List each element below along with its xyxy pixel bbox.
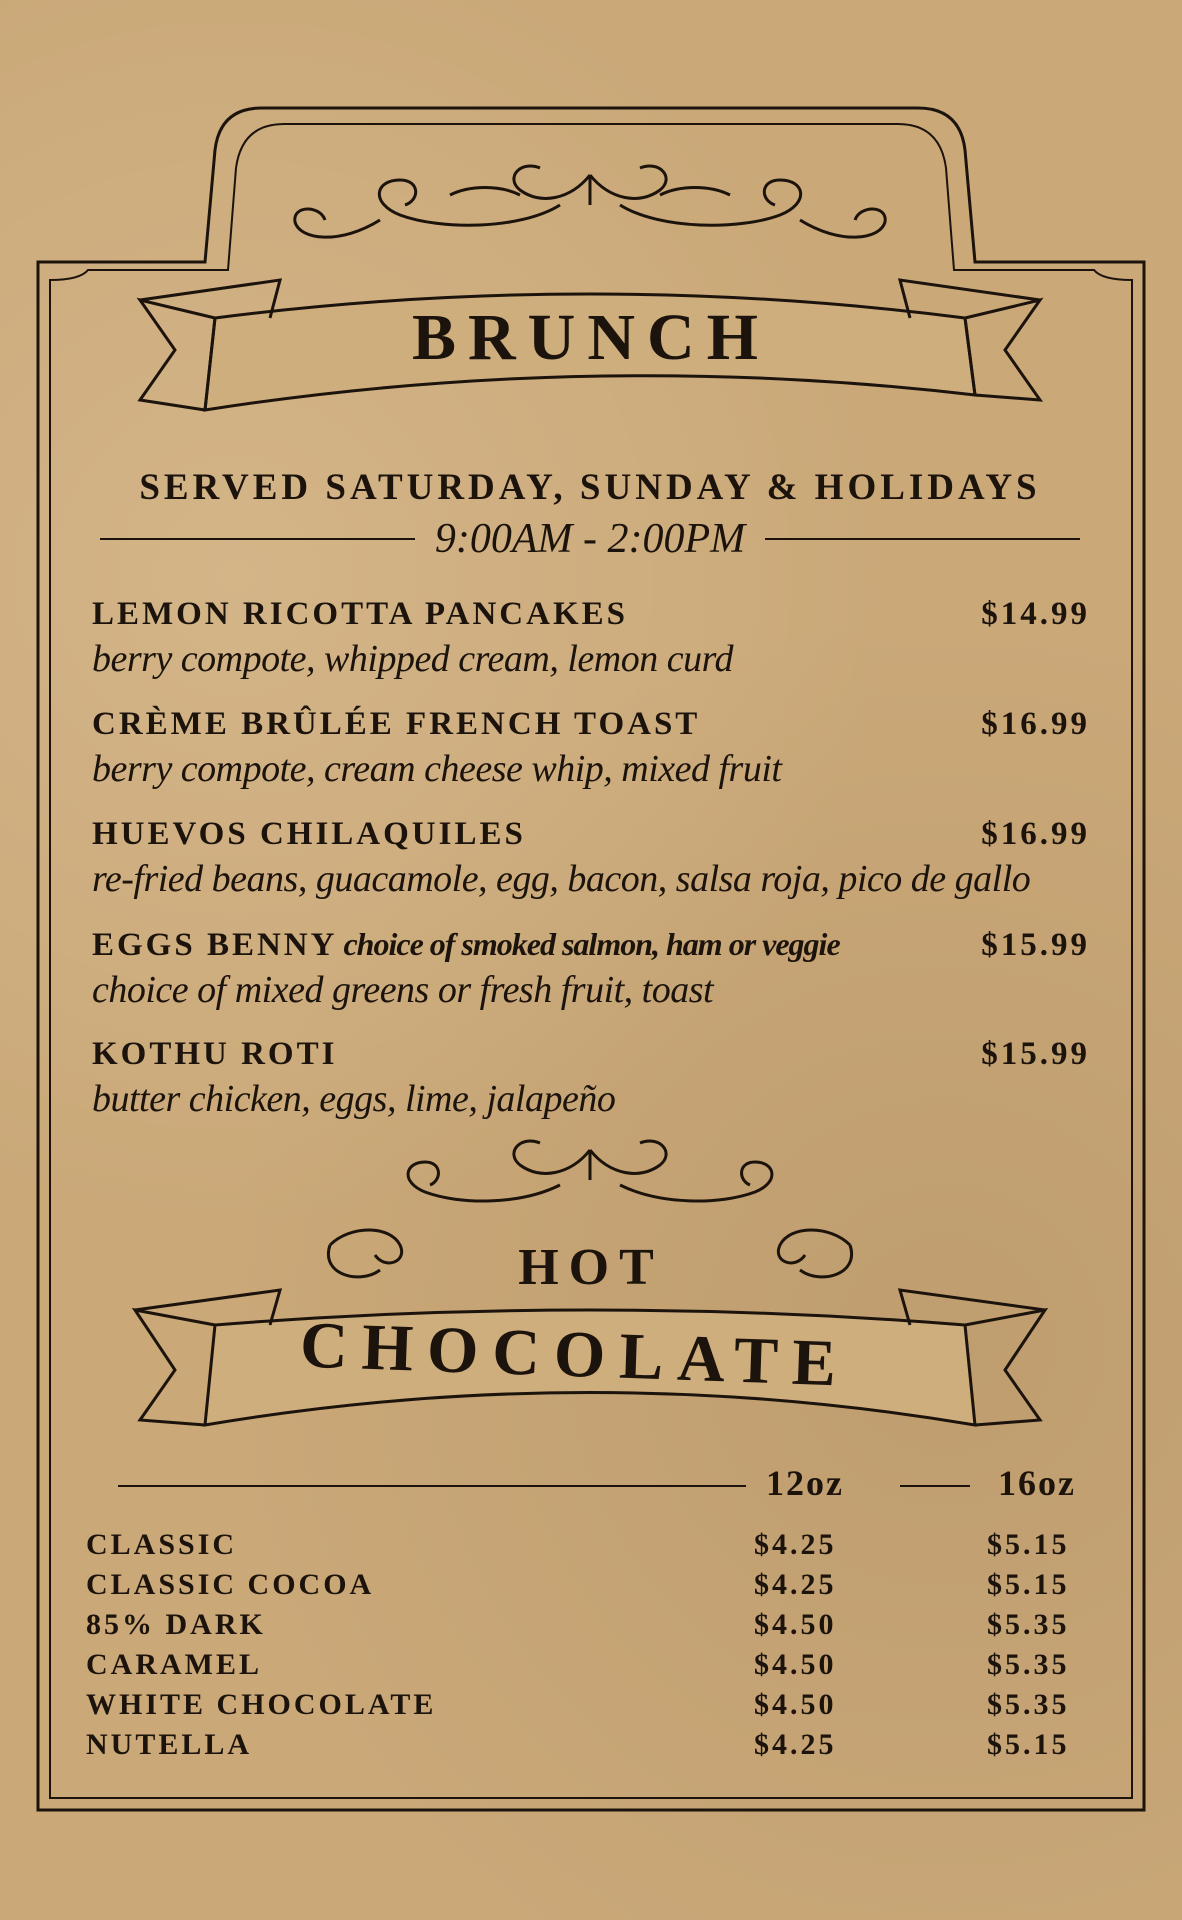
brunch-item-price: $14.99 [981, 596, 1090, 632]
brunch-item [92, 1036, 1090, 1121]
size-header-row [118, 1463, 1098, 1512]
hours-left-rule [100, 538, 415, 540]
brunch-item [92, 816, 1090, 901]
brunch-hours: 9:00AM - 2:00PM [434, 516, 746, 562]
hot-chocolate-title-top: HOT [518, 1239, 664, 1296]
brunch-item-description: berry compote, cream cheese whip, mixed fruit [92, 748, 782, 790]
brunch-flourish-ornament [295, 166, 885, 237]
hot-chocolate-price-12oz: $4.25 [754, 1728, 837, 1761]
brunch-item [92, 926, 1090, 1012]
brunch-item [92, 596, 1090, 681]
served-days-text: SERVED SATURDAY, SUNDAY & HOLIDAYS [139, 467, 1041, 508]
hot-chocolate-row [86, 1528, 1096, 1568]
hot-chocolate-row [86, 1688, 1096, 1728]
brunch-item-name: HUEVOS CHILAQUILES [92, 816, 526, 852]
hours-row [100, 514, 1080, 564]
brunch-item-note: choice of smoked salmon, ham or veggie [343, 926, 840, 962]
hot-chocolate-price-16oz: $5.15 [987, 1728, 1070, 1761]
hours-right-rule [765, 538, 1080, 540]
hot-chocolate-price-16oz: $5.15 [987, 1528, 1070, 1561]
hot-chocolate-title-bottom: CHOCOLATE [298, 1308, 852, 1401]
hot-chocolate-row [86, 1648, 1096, 1688]
hot-chocolate-price-12oz: $4.50 [754, 1688, 837, 1721]
brunch-item [92, 706, 1090, 791]
hot-chocolate-price-12oz: $4.25 [754, 1568, 837, 1601]
hot-chocolate-price-16oz: $5.15 [987, 1568, 1070, 1601]
brunch-item-name: EGGS BENNY [92, 927, 338, 963]
brunch-item-price: $16.99 [981, 706, 1090, 742]
brunch-item-description: berry compote, whipped cream, lemon curd [92, 638, 733, 680]
hot-chocolate-price-16oz: $5.35 [987, 1608, 1070, 1641]
hot-chocolate-name: CLASSIC [86, 1528, 238, 1561]
brunch-item-price: $15.99 [981, 927, 1090, 963]
hot-chocolate-price-12oz: $4.25 [754, 1528, 837, 1561]
hot-chocolate-row [86, 1568, 1096, 1608]
size-large-label: 16oz [998, 1463, 1076, 1503]
brunch-item-price: $16.99 [981, 816, 1090, 852]
brunch-title: BRUNCH [411, 301, 770, 374]
size-header-mid-rule [900, 1485, 970, 1487]
brunch-item-price: $15.99 [981, 1036, 1090, 1072]
brunch-item-description: choice of mixed greens or fresh fruit, toast [92, 969, 714, 1011]
brunch-item-name: LEMON RICOTTA PANCAKES [92, 596, 628, 632]
hot-chocolate-name: NUTELLA [86, 1728, 253, 1761]
size-header-left-rule [118, 1485, 746, 1487]
brunch-item-name: KOTHU ROTI [92, 1036, 338, 1072]
size-small-label: 12oz [766, 1463, 844, 1503]
hot-chocolate-price-16oz: $5.35 [987, 1648, 1070, 1681]
brunch-item-name: CRÈME BRÛLÉE FRENCH TOAST [92, 706, 701, 742]
brunch-item-description: re-fried beans, guacamole, egg, bacon, salsa roja, pico de gallo [92, 858, 1031, 900]
hot-chocolate-row [86, 1608, 1096, 1648]
hot-chocolate-name: CARAMEL [86, 1648, 262, 1681]
hot-chocolate-price-12oz: $4.50 [754, 1648, 837, 1681]
hot-chocolate-name: CLASSIC COCOA [86, 1568, 375, 1601]
hot-chocolate-name: 85% DARK [86, 1608, 266, 1641]
hot-chocolate-row [86, 1728, 1096, 1768]
hot-chocolate-name: WHITE CHOCOLATE [86, 1688, 437, 1721]
hot-chocolate-price-12oz: $4.50 [754, 1608, 837, 1641]
hot-chocolate-price-16oz: $5.35 [987, 1688, 1070, 1721]
brunch-item-description: butter chicken, eggs, lime, jalapeño [92, 1078, 616, 1120]
